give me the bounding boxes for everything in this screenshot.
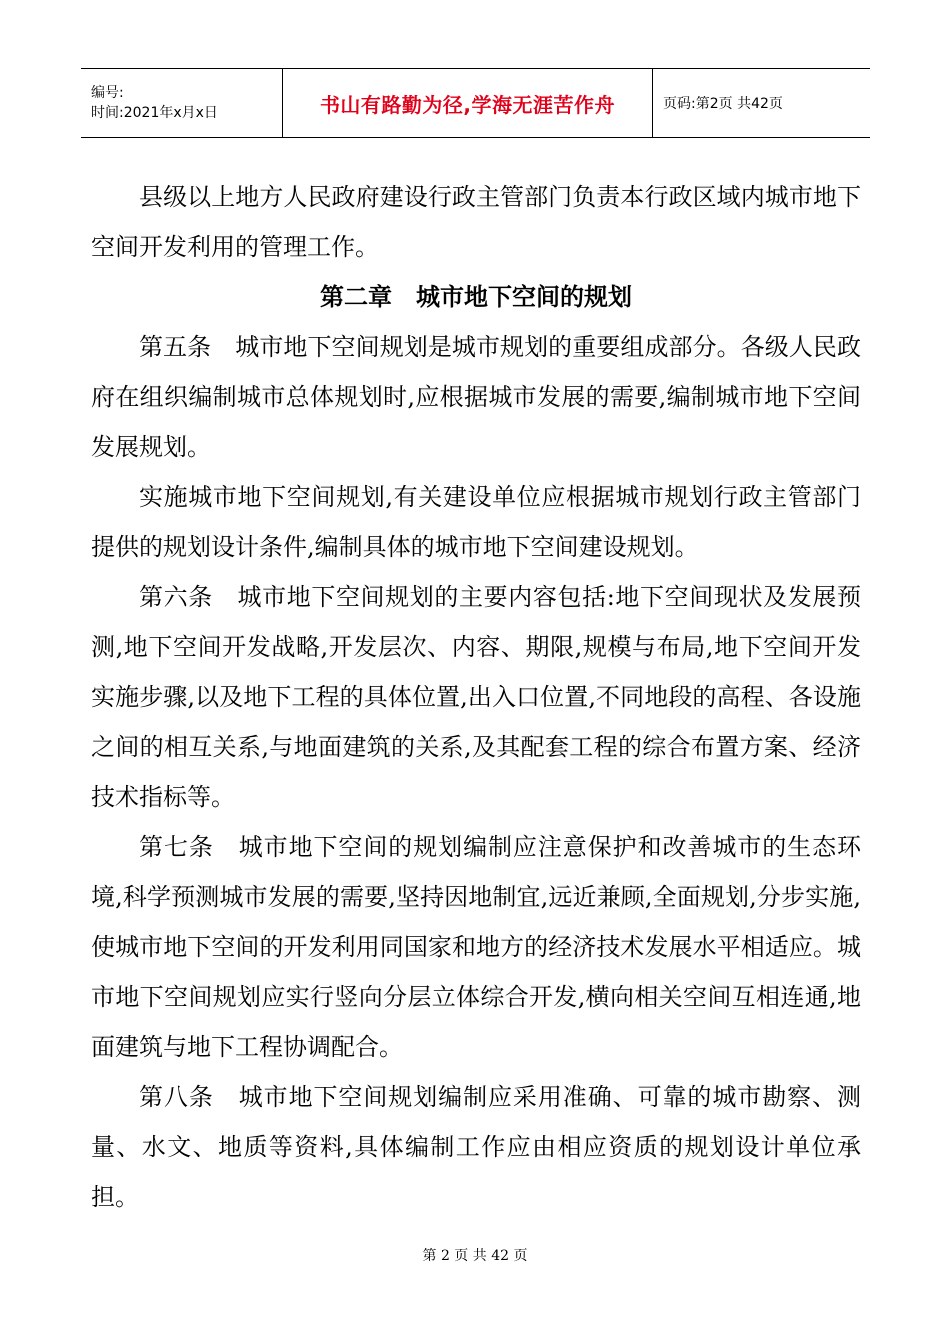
page-header bbox=[81, 68, 870, 138]
page-footer: 第 2 页 共 42 页 bbox=[422, 1248, 528, 1264]
article-5-implementation: 实施城市地下空间规划,有关建设单位应根据城市规划行政主管部门提供的规划设计条件,编制具体的城市地下空间建设规划。 bbox=[91, 483, 861, 561]
article-6: 第六条 城市地下空间规划的主要内容包括:地下空间现状及发展预测,地下空间开发战略,开发层次、内容、期限,规模与布局,地下空间开发实施步骤,以及地下工程的具体位置,出入口位置,不同地段的高程、各设施之间的相互关系,与地面建筑的关系,及其配套工程的综合布置方案、经济技术指标等。 bbox=[91, 583, 861, 811]
article-8: 第八条 城市地下空间规划编制应采用准确、可靠的城市勘察、测量、水文、地质等资料,具体编制工作应由相应资质的规划设计单位承担。 bbox=[91, 1083, 861, 1211]
time-label: 时间:2021年x月x日 bbox=[91, 105, 218, 121]
paragraph-1: 县级以上地方人民政府建设行政主管部门负责本行政区域内城市地下空间开发利用的管理工作。 bbox=[91, 183, 861, 261]
header-meta-cell bbox=[81, 69, 283, 137]
article-7: 第七条 城市地下空间的规划编制应注意保护和改善城市的生态环境,科学预测城市发展的需要,坚持因地制宜,远近兼顾,全面规划,分步实施,使城市地下空间的开发利用同国家和地方的经济技术发展水平相适应。城市地下空间规划应实行竖向分层立体综合开发,横向相关空间互相连通,地面建筑与地下工程协调配合。 bbox=[91, 833, 861, 1061]
header-page-info: 页码:第2页 共42页 bbox=[663, 96, 783, 112]
header-motto: 书山有路勤为径,学海无涯苦作舟 bbox=[283, 69, 653, 137]
article-5: 第五条 城市地下空间规划是城市规划的重要组成部分。各级人民政府在组织编制城市总体规划时,应根据城市发展的需要,编制城市地下空间发展规划。 bbox=[91, 333, 861, 461]
number-label: 编号: bbox=[91, 85, 124, 101]
document-body bbox=[91, 172, 861, 1222]
chapter-heading: 第二章 城市地下空间的规划 bbox=[320, 283, 632, 311]
